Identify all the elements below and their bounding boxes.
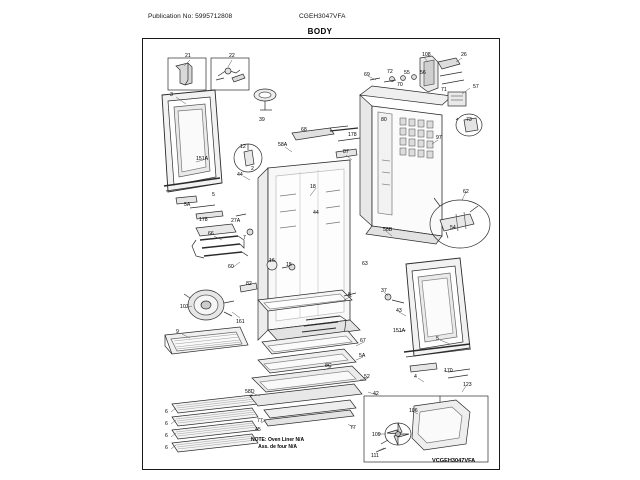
- callout-5: 5: [436, 336, 439, 342]
- callout-67: 67: [360, 338, 366, 344]
- callout-58b: 58B: [383, 227, 393, 233]
- callout-58d: 58D: [245, 389, 255, 395]
- callout-69: 69: [364, 72, 370, 78]
- callout-161: 161: [236, 319, 245, 325]
- callout-111: 111: [371, 453, 379, 459]
- callout-56: 56: [420, 70, 426, 76]
- callout-45: 45: [255, 427, 261, 433]
- callout-16: 16: [269, 258, 275, 264]
- oven-liner-note-line2: Ass. de four N/A: [258, 443, 297, 450]
- callout-2: 2: [251, 166, 254, 172]
- callout-87: 87: [343, 149, 349, 155]
- footer-model-label: VCGEH3047VFA: [432, 458, 476, 464]
- callout-6: 6: [165, 409, 168, 415]
- callout-44: 44: [237, 172, 243, 178]
- callout-178: 178: [348, 132, 357, 138]
- callout-58a: 58A: [278, 142, 288, 148]
- callout-77: 77: [350, 425, 356, 431]
- callout-3: 3: [170, 92, 173, 98]
- page-title: BODY: [307, 27, 333, 36]
- callout-80: 80: [381, 117, 387, 123]
- callout-108: 108: [422, 52, 431, 58]
- callout-21: 21: [185, 53, 191, 59]
- callout-6: 6: [165, 433, 168, 439]
- callout-7: 7: [243, 235, 246, 241]
- callout-109: 109: [372, 432, 381, 438]
- callout-5: 5: [212, 192, 215, 198]
- callout-60: 60: [228, 264, 234, 270]
- callout-37: 37: [381, 288, 387, 294]
- callout-73: 73: [466, 117, 472, 123]
- callout-97: 97: [436, 135, 442, 141]
- callout-12: 12: [240, 144, 246, 150]
- callout-5a: 5A: [359, 353, 366, 359]
- callout-6: 6: [165, 421, 168, 427]
- oven-liner-note: [251, 437, 304, 451]
- callout-57: 57: [473, 84, 479, 90]
- callout-62: 62: [463, 189, 469, 195]
- callout-151a: 151A: [196, 156, 209, 162]
- callout-123: 123: [463, 382, 472, 388]
- callout-68: 68: [301, 127, 307, 133]
- callout-18: 18: [310, 184, 316, 190]
- callout-77: 77: [257, 418, 263, 424]
- callout-170: 170: [444, 368, 453, 374]
- callout-39: 39: [259, 117, 265, 123]
- callout-63: 63: [362, 261, 368, 267]
- callout-55: 55: [404, 70, 410, 76]
- callout-9: 9: [176, 329, 179, 335]
- callout-106: 106: [409, 408, 418, 414]
- callout-52: 52: [364, 374, 370, 380]
- callout-107: 107: [180, 304, 189, 310]
- callout-43: 43: [396, 308, 402, 314]
- callout-44: 44: [313, 210, 319, 216]
- callout-22: 22: [229, 53, 235, 59]
- callout-4: 4: [414, 374, 417, 380]
- oven-liner-note-line1: NOTE: Oven Liner N/A: [251, 437, 305, 443]
- callout-26: 26: [461, 52, 467, 58]
- callout-8: 8: [348, 292, 351, 298]
- callout-42: 42: [373, 391, 379, 397]
- callout-70: 70: [397, 82, 403, 88]
- callout-6: 6: [165, 445, 168, 451]
- callout-15: 15: [286, 262, 292, 268]
- callout-8c: 8C: [325, 363, 332, 369]
- model-number: CGEH3047VFA: [299, 13, 346, 20]
- callout-5a: 5A: [184, 202, 191, 208]
- callout-27a: 27A: [231, 218, 241, 224]
- callout-66: 66: [208, 231, 214, 237]
- callout-71: 71: [441, 87, 447, 93]
- callout-178: 178: [199, 217, 208, 223]
- callout-54: 54: [450, 225, 456, 231]
- callout-151a: 151A: [393, 328, 406, 334]
- callout-82: 82: [246, 281, 252, 287]
- callout-72: 72: [387, 69, 393, 75]
- publication-number: Publication No: 5995712808: [148, 13, 233, 20]
